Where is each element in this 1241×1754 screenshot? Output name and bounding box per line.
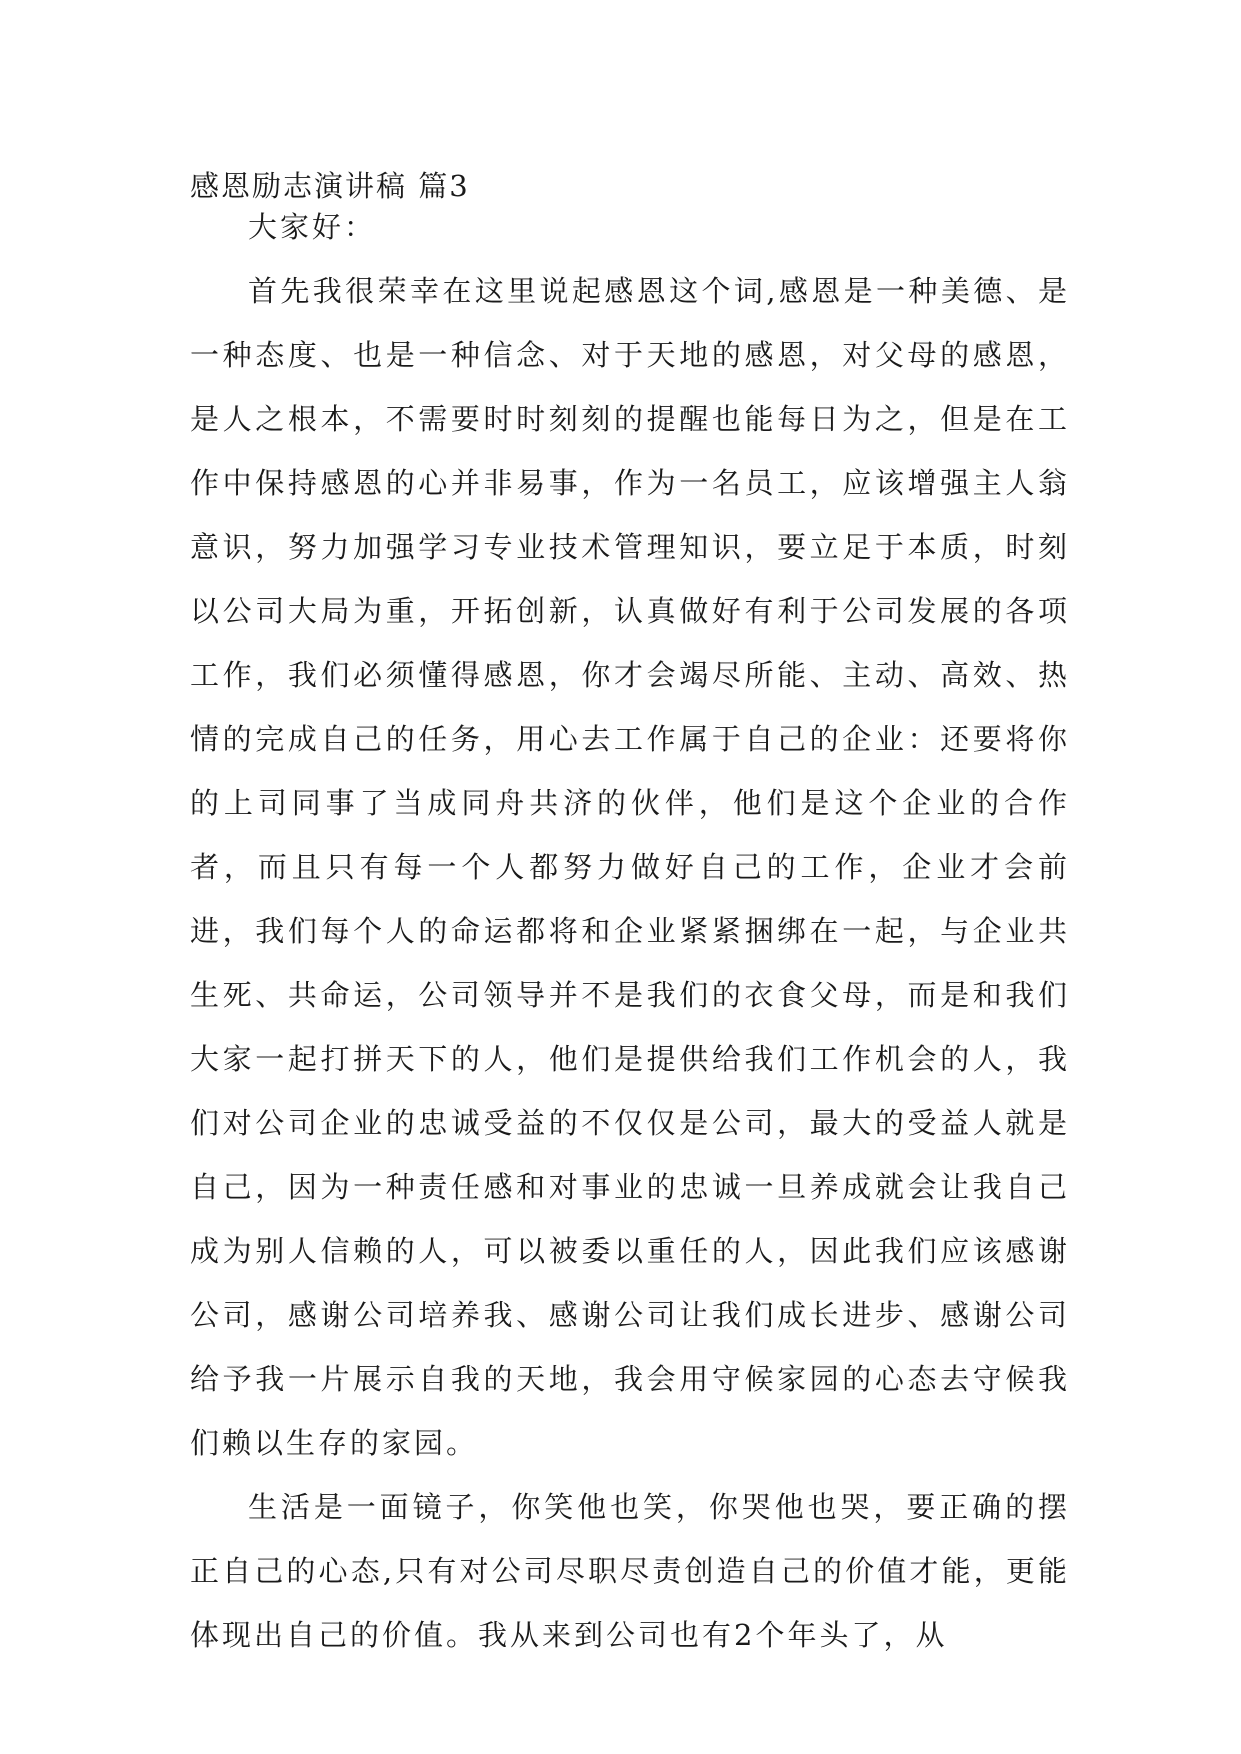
paragraph-gratitude: 首先我很荣幸在这里说起感恩这个词,感恩是一种美德、是一种态度、也是一种信念、对于天地的感恩，对父母的感恩，是人之根本，不需要时时刻刻的提醒也能每日为之，但是在工作中保持感恩的心并非易事，作为一名员工，应该增强主人翁意识，努力加强学习专业技术管理知识，要立足于本质，时刻以公司大局为重，开拓创新，认真做好有利于公司发展的各项工作，我们必须懂得感恩，你才会竭尽所能、主动、高效、热情的完成自己的任务，用心去工作属于自己的企业：还要将你的上司同事了当成同舟共济的伙伴，他们是这个企业的合作者，而且只有每一个人都努力做好自己的工作，企业才会前进，我们每个人的命运都将和企业紧紧捆绑在一起，与企业共生死、共命运，公司领导并不是我们的衣食父母，而是和我们大家一起打拼天下的人，他们是提供给我们工作机会的人，我们对公司企业的忠诚受益的不仅仅是公司，最大的受益人就是自己，因为一种责任感和对事业的忠诚一旦养成就会让我自己成为别人信赖的人，可以被委以重任的人，因此我们应该感谢公司，感谢公司培养我、感谢公司让我们成长进步、感谢公司给予我一片展示自我的天地，我会用守候家园的心态去守候我们赖以生存的家园。: [190, 274, 1070, 1460]
document-title: 感恩励志演讲稿 篇3: [190, 169, 470, 203]
document-body: [190, 195, 1070, 1667]
paragraph-life-mirror: 生活是一面镜子，你笑他也笑，你哭他也哭，要正确的摆正自己的心态,只有对公司尽职尽责创造自己的价值才能，更能体现出自己的价值。我从来到公司也有2个年头了，从: [190, 1490, 1070, 1652]
paragraph-greeting: 大家好：: [248, 210, 377, 244]
